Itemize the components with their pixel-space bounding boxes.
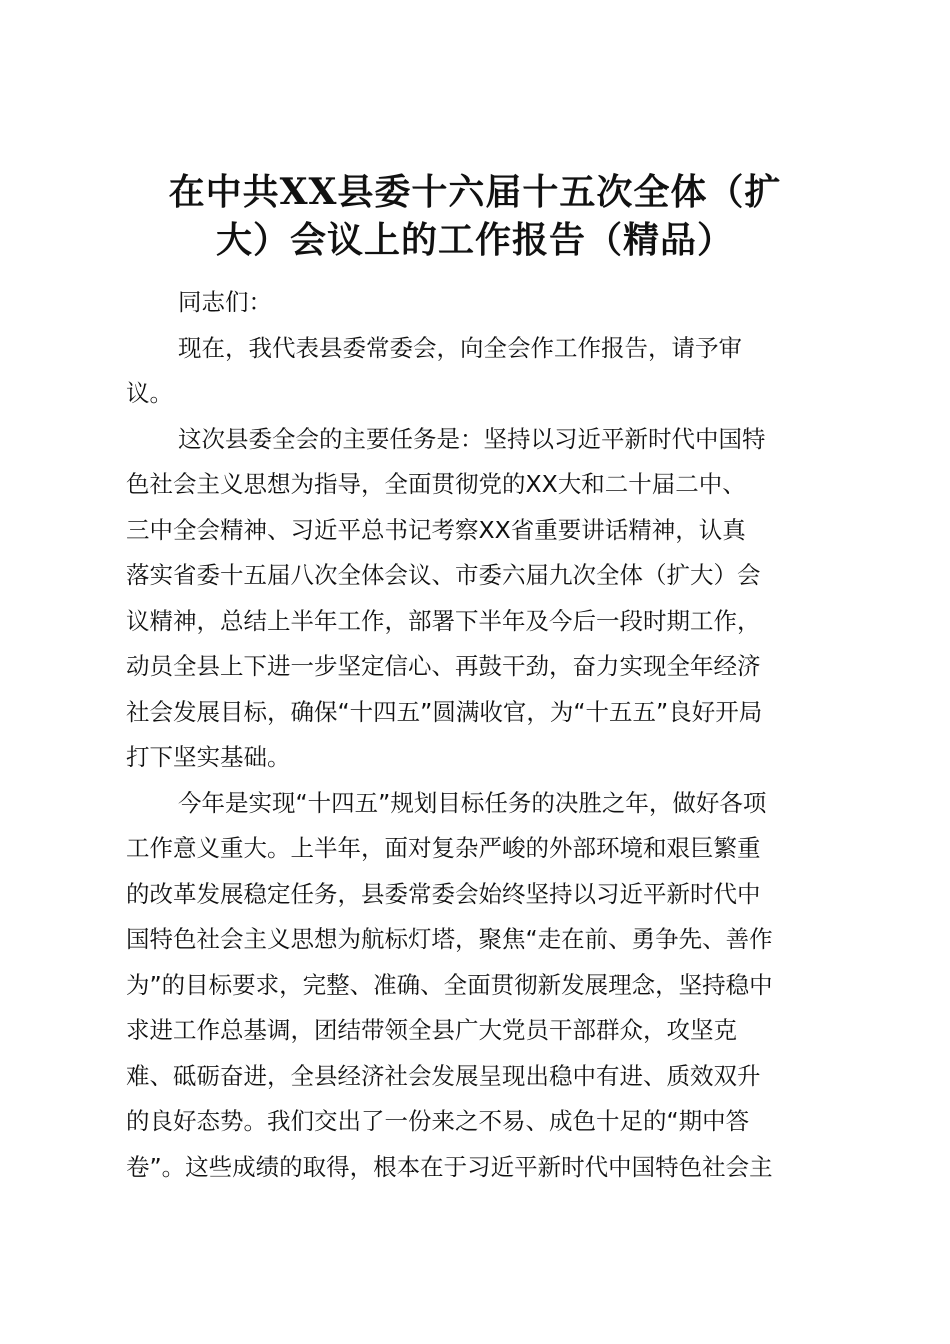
- paragraph-line: 社会发展目标，确保“十四五”圆满收官，为“十五五”良好开局: [126, 697, 763, 726]
- paragraph-line: 难、砥砺奋进，全县经济社会发展呈现出稳中有进、质效双升: [126, 1061, 761, 1090]
- paragraph-line: 议精神，总结上半年工作，部署下半年及今后一段时期工作，: [126, 606, 761, 635]
- task-paragraph: [126, 417, 834, 781]
- paragraph-line: 卷”。这些成绩的取得，根本在于习近平新时代中国特色社会主: [126, 1152, 773, 1181]
- paragraph-line: 求进工作总基调，团结带领全县广大党员干部群众，攻坚克: [126, 1016, 737, 1044]
- paragraph-line: 的良好态势。我们交出了一份来之不易、成色十足的“期中答: [126, 1107, 750, 1135]
- intro-paragraph: [126, 326, 834, 417]
- review-paragraph: [126, 781, 834, 1191]
- paragraph-line: 三中全会精神、习近平总书记考察XX省重要讲话精神，认真: [126, 515, 746, 544]
- paragraph-line: 同志们：: [178, 288, 272, 316]
- paragraph-line: 议。: [126, 379, 173, 407]
- paragraph-line: 色社会主义思想为指导，全面贯彻党的XX大和二十届二中、: [126, 470, 746, 498]
- paragraph-line: 的改革发展稳定任务，县委常委会始终坚持以习近平新时代中: [126, 879, 761, 908]
- paragraph-line: 打下坚实基础。: [126, 743, 291, 771]
- paragraph-line: 为”的目标要求，完整、准确、全面贯彻新发展理念，坚持稳中: [126, 970, 773, 999]
- paragraph-line: 现在，我代表县委常委会，向全会作工作报告，请予审: [178, 333, 742, 362]
- paragraph-line: 工作意义重大。上半年，面对复杂严峻的外部环境和艰巨繁重: [126, 834, 761, 862]
- title-line: 大）会议上的工作报告（精品）: [215, 219, 734, 261]
- salutation-paragraph: [126, 280, 834, 326]
- paragraph-line: 落实省委十五届八次全体会议、市委六届九次全体（扩大）会: [126, 561, 761, 589]
- document-body: [126, 280, 834, 1190]
- paragraph-line: 动员全县上下进一步坚定信心、再鼓干劲，奋力实现全年经济: [126, 652, 761, 680]
- paragraph-line: 国特色社会主义思想为航标灯塔，聚焦“走在前、勇争先、善作: [126, 925, 773, 953]
- title-line: 在中共XX县委十六届十五次全体（扩: [168, 171, 782, 213]
- paragraph-line: 这次县委全会的主要任务是：坚持以习近平新时代中国特: [178, 424, 766, 453]
- document-title: [120, 168, 830, 264]
- paragraph-line: 今年是实现“十四五”规划目标任务的决胜之年，做好各项: [178, 788, 767, 817]
